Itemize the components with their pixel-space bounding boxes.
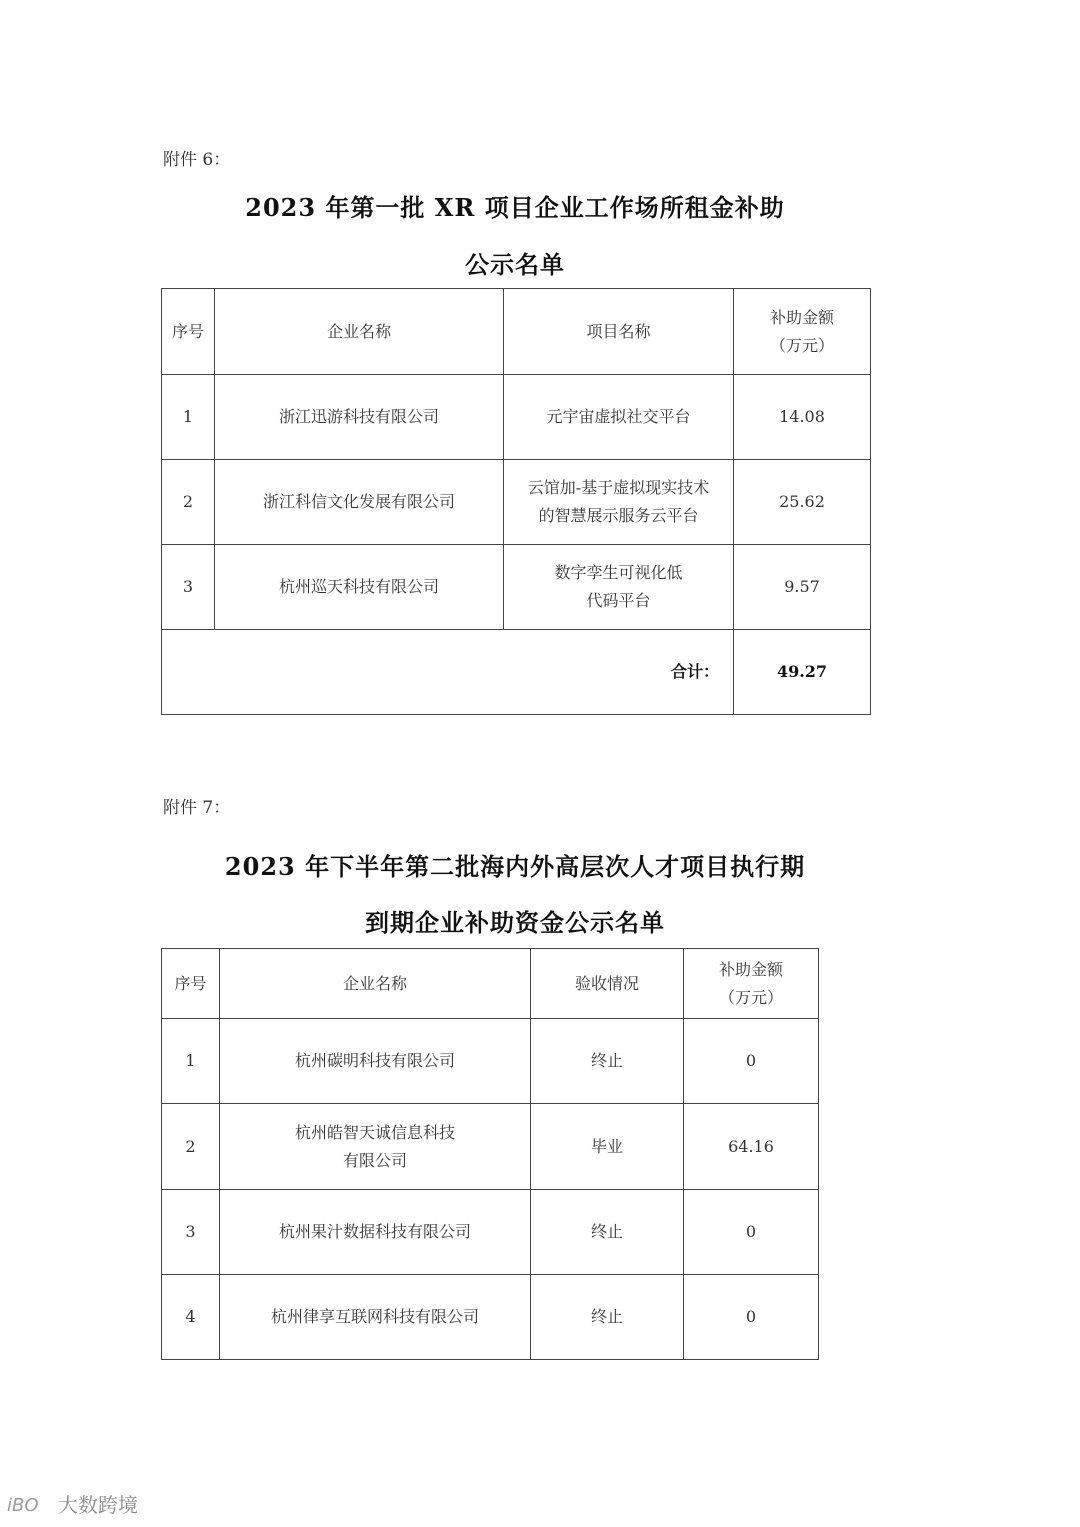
header-no: 序号 xyxy=(162,949,220,1019)
attachment-6-label: 附件 6： xyxy=(163,150,231,170)
rent-subsidy-table xyxy=(161,288,871,715)
section7-title-line1: 2023 年下半年第二批海内外高层次人才项目执行期 xyxy=(224,852,806,881)
row-status: 毕业 xyxy=(531,1104,684,1190)
header-no: 序号 xyxy=(162,289,215,375)
row-company: 杭州碳明科技有限公司 xyxy=(220,1019,531,1104)
table-row xyxy=(162,375,871,460)
table-header-row xyxy=(162,949,819,1019)
talent-subsidy-table xyxy=(161,948,819,1360)
table-row xyxy=(162,545,871,630)
row-company: 浙江科信文化发展有限公司 xyxy=(215,460,504,545)
watermark-text: 大数跨境 xyxy=(58,1493,138,1517)
table-row xyxy=(162,1019,819,1104)
row-no: 2 xyxy=(162,460,215,545)
table-row xyxy=(162,1104,819,1190)
table-row xyxy=(162,460,871,545)
row-project: 数字孪生可视化低 代码平台 xyxy=(504,545,734,630)
row-amount: 25.62 xyxy=(734,460,871,545)
total-value: 49.27 xyxy=(734,630,871,715)
row-status: 终止 xyxy=(531,1019,684,1104)
total-row xyxy=(162,630,871,715)
row-company: 杭州律享互联网科技有限公司 xyxy=(220,1275,531,1360)
header-company: 企业名称 xyxy=(220,949,531,1019)
row-no: 3 xyxy=(162,545,215,630)
header-company: 企业名称 xyxy=(215,289,504,375)
row-no: 3 xyxy=(162,1190,220,1275)
total-label: 合计： xyxy=(162,630,734,715)
row-company: 杭州巡天科技有限公司 xyxy=(215,545,504,630)
table-header-row xyxy=(162,289,871,375)
row-project: 云馆加-基于虚拟现实技术 的智慧展示服务云平台 xyxy=(504,460,734,545)
row-no: 4 xyxy=(162,1275,220,1360)
row-amount: 14.08 xyxy=(734,375,871,460)
row-no: 1 xyxy=(162,1019,220,1104)
header-amount: 补助金额 （万元） xyxy=(734,289,871,375)
row-no: 2 xyxy=(162,1104,220,1190)
svg-text:iBO: iBO xyxy=(7,1494,39,1516)
attachment-7-label: 附件 7： xyxy=(163,798,231,818)
row-amount: 0 xyxy=(684,1019,819,1104)
row-amount: 64.16 xyxy=(684,1104,819,1190)
row-company: 杭州果汁数据科技有限公司 xyxy=(220,1190,531,1275)
row-status: 终止 xyxy=(531,1190,684,1275)
header-status: 验收情况 xyxy=(531,949,684,1019)
watermark xyxy=(6,1489,138,1518)
section6-title-line1: 2023 年第一批 XR 项目企业工作场所租金补助 xyxy=(245,193,785,222)
row-status: 终止 xyxy=(531,1275,684,1360)
table-row xyxy=(162,1275,819,1360)
header-amount: 补助金额 （万元） xyxy=(684,949,819,1019)
row-amount: 9.57 xyxy=(734,545,871,630)
section6-title-line2: 公示名单 xyxy=(465,250,565,279)
row-amount: 0 xyxy=(684,1190,819,1275)
table-row xyxy=(162,1190,819,1275)
section7-title-line2: 到期企业补助资金公示名单 xyxy=(365,908,665,937)
row-company: 杭州皓智天诚信息科技 有限公司 xyxy=(220,1104,531,1190)
row-no: 1 xyxy=(162,375,215,460)
row-company: 浙江迅游科技有限公司 xyxy=(215,375,504,460)
header-project: 项目名称 xyxy=(504,289,734,375)
row-amount: 0 xyxy=(684,1275,819,1360)
brand-logo-icon xyxy=(6,1491,52,1517)
row-project: 元宇宙虚拟社交平台 xyxy=(504,375,734,460)
